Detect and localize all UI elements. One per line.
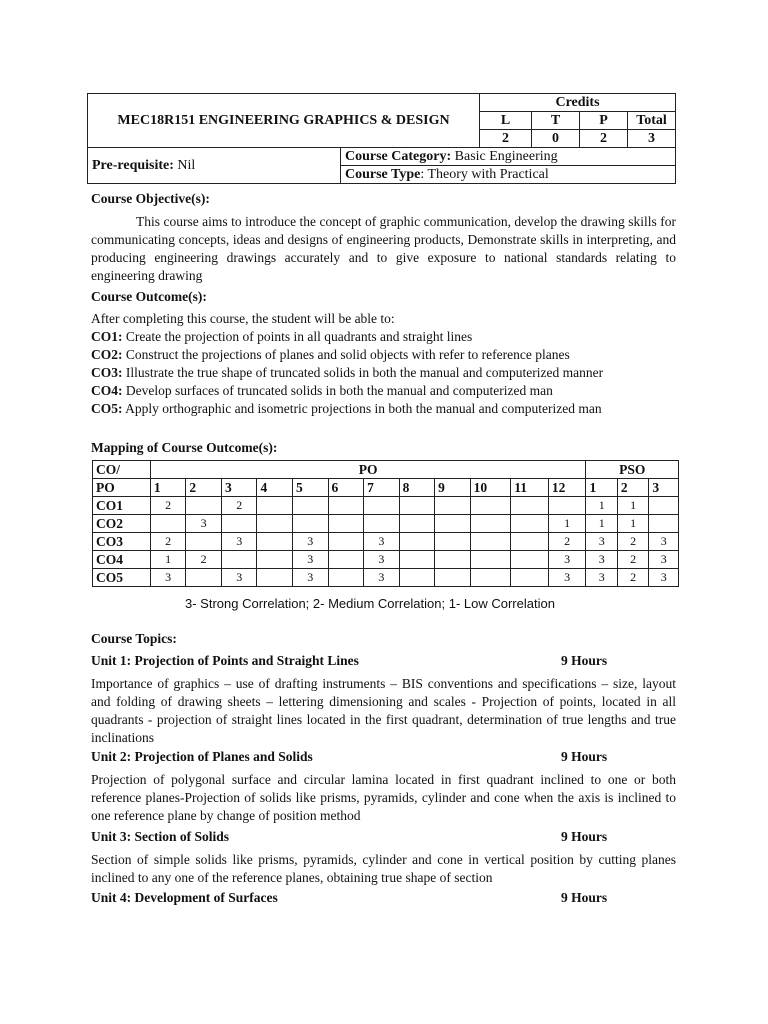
co-label: CO5 xyxy=(93,569,151,587)
unit-hours: 9 Hours xyxy=(561,653,608,668)
mapping-row xyxy=(93,569,679,587)
po-column-header: 7 xyxy=(364,479,400,497)
po-value-cell xyxy=(221,515,257,533)
outcome-code: CO2: xyxy=(91,347,123,362)
outcome-text: Illustrate the true shape of truncated solids in both the manual and computerized manner xyxy=(125,365,604,380)
po-value-cell xyxy=(435,569,471,587)
outcome-text: Develop surfaces of truncated solids in both the manual and computerized man xyxy=(125,383,553,398)
prerequisite-value: Nil xyxy=(177,158,196,173)
po-value-cell: 1 xyxy=(150,551,186,569)
co-label: CO2 xyxy=(93,515,151,533)
outcome-item xyxy=(91,382,676,400)
po-value-cell: 3 xyxy=(548,551,586,569)
unit-title: Unit 4: Development of Surfaces xyxy=(91,890,278,905)
correlation-legend: 3- Strong Correlation; 2- Medium Correlation; 1- Low Correlation xyxy=(185,596,555,611)
unit-hours: 9 Hours xyxy=(561,749,608,764)
po-column-header: 9 xyxy=(435,479,471,497)
course-type-cell xyxy=(341,166,676,184)
outcome-code: CO3: xyxy=(91,365,123,380)
pso-column-header: 3 xyxy=(649,479,679,497)
po-value-cell xyxy=(470,533,511,551)
po-value-cell xyxy=(511,551,549,569)
po-value-cell xyxy=(470,515,511,533)
po-value-cell xyxy=(257,551,293,569)
course-category-value: Basic Engineering xyxy=(454,149,558,164)
po-value-cell: 3 xyxy=(293,533,329,551)
po-column-header: 4 xyxy=(257,479,293,497)
pso-column-header: 1 xyxy=(586,479,617,497)
pso-value-cell: 1 xyxy=(586,497,617,515)
po-value-cell xyxy=(399,515,435,533)
pso-value-cell xyxy=(649,515,679,533)
pso-value-cell: 3 xyxy=(649,569,679,587)
po-value-cell: 3 xyxy=(221,569,257,587)
course-title: MEC18R151 ENGINEERING GRAPHICS & DESIGN xyxy=(88,94,480,148)
po-value-cell: 2 xyxy=(548,533,586,551)
po-value-cell: 3 xyxy=(293,551,329,569)
co-label: CO4 xyxy=(93,551,151,569)
po-value-cell xyxy=(328,515,364,533)
po-value-cell xyxy=(328,497,364,515)
po-value-cell xyxy=(548,497,586,515)
pso-value-cell: 1 xyxy=(617,515,648,533)
po-value-cell: 3 xyxy=(221,533,257,551)
pso-column-header: 2 xyxy=(617,479,648,497)
unit-title: Unit 1: Projection of Points and Straight Lines xyxy=(91,653,359,668)
po-value-cell xyxy=(399,533,435,551)
po-value-cell xyxy=(257,533,293,551)
po-value-cell: 2 xyxy=(150,497,186,515)
po-value-cell: 3 xyxy=(186,515,222,533)
po-column-header: 3 xyxy=(221,479,257,497)
po-value-cell xyxy=(511,569,549,587)
prerequisite-cell xyxy=(88,148,341,184)
outcome-code: CO5: xyxy=(91,401,123,416)
mapping-heading: Mapping of Course Outcome(s): xyxy=(91,440,278,455)
credit-col-l: L xyxy=(480,112,532,130)
po-value-cell: 3 xyxy=(293,569,329,587)
po-value-cell: 2 xyxy=(186,551,222,569)
unit-3-header xyxy=(91,829,676,845)
outcome-item xyxy=(91,400,676,418)
pso-value-cell: 2 xyxy=(617,533,648,551)
po-value-cell xyxy=(470,551,511,569)
outcome-text: Construct the projections of planes and solid objects with refer to reference planes xyxy=(125,347,570,362)
unit-4-header xyxy=(91,890,676,906)
po-value-cell xyxy=(257,497,293,515)
outcome-item xyxy=(91,364,676,382)
pso-value-cell: 3 xyxy=(586,551,617,569)
outcome-code: CO1: xyxy=(91,329,123,344)
po-value-cell xyxy=(150,515,186,533)
credit-val-l: 2 xyxy=(480,130,532,148)
outcome-item xyxy=(91,328,676,346)
pso-value-cell: 3 xyxy=(649,551,679,569)
po-value-cell xyxy=(470,569,511,587)
po-value-cell: 2 xyxy=(150,533,186,551)
mapping-row xyxy=(93,497,679,515)
po-value-cell xyxy=(511,533,549,551)
mapping-row xyxy=(93,533,679,551)
po-value-cell xyxy=(435,551,471,569)
po-value-cell xyxy=(511,515,549,533)
unit-title: Unit 2: Projection of Planes and Solids xyxy=(91,749,313,764)
po-column-header: 12 xyxy=(548,479,586,497)
outcomes-heading: Course Outcome(s): xyxy=(91,289,207,304)
po-value-cell xyxy=(257,515,293,533)
po-value-cell xyxy=(186,569,222,587)
po-value-cell xyxy=(328,551,364,569)
po-value-cell xyxy=(435,533,471,551)
po-value-cell: 3 xyxy=(364,569,400,587)
pso-group-header: PSO xyxy=(586,461,679,479)
unit-hours: 9 Hours xyxy=(561,890,608,905)
outcomes-intro: After completing this course, the student will be able to: xyxy=(91,311,395,326)
po-value-cell: 3 xyxy=(548,569,586,587)
unit-hours: 9 Hours xyxy=(561,829,608,844)
po-value-cell xyxy=(399,497,435,515)
co-po-mapping-table xyxy=(92,460,679,587)
po-value-cell xyxy=(293,515,329,533)
pso-value-cell: 2 xyxy=(617,551,648,569)
unit-2-text: Projection of polygonal surface and circular lamina located in first quadrant inclined to one or both reference planes-Projection of solids like prisms, pyramids, cylinder and cone when the axis is inclined to one reference plane by change of position method xyxy=(91,772,676,823)
credit-col-t: T xyxy=(532,112,580,130)
outcome-item xyxy=(91,346,676,364)
po-value-cell: 3 xyxy=(364,533,400,551)
po-value-cell: 1 xyxy=(548,515,586,533)
po-column-header: 10 xyxy=(470,479,511,497)
corner-top: CO/ xyxy=(93,461,151,479)
po-value-cell xyxy=(511,497,549,515)
co-label: CO3 xyxy=(93,533,151,551)
credit-val-total: 3 xyxy=(628,130,676,148)
po-column-header: 2 xyxy=(186,479,222,497)
credit-val-t: 0 xyxy=(532,130,580,148)
po-column-header: 6 xyxy=(328,479,364,497)
outcome-code: CO4: xyxy=(91,383,123,398)
topics-heading: Course Topics: xyxy=(91,631,177,646)
mapping-row xyxy=(93,515,679,533)
credit-val-p: 2 xyxy=(580,130,628,148)
po-column-header: 1 xyxy=(150,479,186,497)
course-category-cell xyxy=(341,148,676,166)
objectives-heading: Course Objective(s): xyxy=(91,191,210,206)
prerequisite-label: Pre-requisite: xyxy=(92,158,174,173)
course-category-label: Course Category: xyxy=(345,149,452,164)
po-value-cell xyxy=(293,497,329,515)
unit-3-text: Section of simple solids like prisms, pyramids, cylinder and cone in vertical position by cutting planes inclined to any one of the reference planes, obtaining true shape of section xyxy=(91,852,676,885)
unit-title: Unit 3: Section of Solids xyxy=(91,829,230,844)
co-label: CO1 xyxy=(93,497,151,515)
course-type-value: : Theory with Practical xyxy=(420,167,549,182)
mapping-row xyxy=(93,551,679,569)
po-value-cell xyxy=(435,515,471,533)
po-value-cell: 3 xyxy=(150,569,186,587)
unit-2-header xyxy=(91,749,676,765)
po-value-cell xyxy=(399,569,435,587)
po-column-header: 11 xyxy=(511,479,549,497)
course-header-table xyxy=(87,93,676,184)
po-value-cell xyxy=(328,533,364,551)
unit-1-text: Importance of graphics – use of drafting instruments – BIS conventions and specifications – size, layout and folding of drawing sheets – lettering dimensioning and scales - Projection of points, located in all quadrants - projection of straight lines located in the first quadrant, determination of true lengths and true inclinations xyxy=(91,676,676,745)
credit-col-p: P xyxy=(580,112,628,130)
pso-value-cell: 2 xyxy=(617,569,648,587)
po-column-header: 8 xyxy=(399,479,435,497)
po-value-cell xyxy=(186,497,222,515)
credit-col-total: Total xyxy=(628,112,676,130)
mapping-header-row xyxy=(93,461,679,479)
po-value-cell xyxy=(364,497,400,515)
corner-bottom: PO xyxy=(93,479,151,497)
credits-label: Credits xyxy=(480,94,676,112)
objectives-text: This course aims to introduce the concept of graphic communication, develop the drawing skills for communicating concepts, ideas and designs of engineering products, Demonstrate skills in interpreting, and producing engineering drawings accurately and to give exposure to national standards relating to engineering drawing xyxy=(91,214,676,283)
pso-value-cell: 3 xyxy=(586,533,617,551)
course-type-label: Course Type xyxy=(345,167,421,182)
po-value-cell xyxy=(186,533,222,551)
po-value-cell xyxy=(364,515,400,533)
po-value-cell: 2 xyxy=(221,497,257,515)
pso-value-cell: 1 xyxy=(586,515,617,533)
pso-value-cell xyxy=(649,497,679,515)
po-value-cell xyxy=(470,497,511,515)
pso-value-cell: 1 xyxy=(617,497,648,515)
mapping-subheader-row xyxy=(93,479,679,497)
pso-value-cell: 3 xyxy=(649,533,679,551)
po-value-cell xyxy=(257,569,293,587)
po-value-cell xyxy=(328,569,364,587)
outcome-text: Create the projection of points in all quadrants and straight lines xyxy=(125,329,473,344)
po-value-cell xyxy=(221,551,257,569)
pso-value-cell: 3 xyxy=(586,569,617,587)
po-value-cell xyxy=(435,497,471,515)
po-value-cell: 3 xyxy=(364,551,400,569)
po-value-cell xyxy=(399,551,435,569)
unit-1-header xyxy=(91,653,676,669)
outcome-text: Apply orthographic and isometric projections in both the manual and computerized man xyxy=(125,401,602,416)
po-group-header: PO xyxy=(150,461,586,479)
po-column-header: 5 xyxy=(293,479,329,497)
